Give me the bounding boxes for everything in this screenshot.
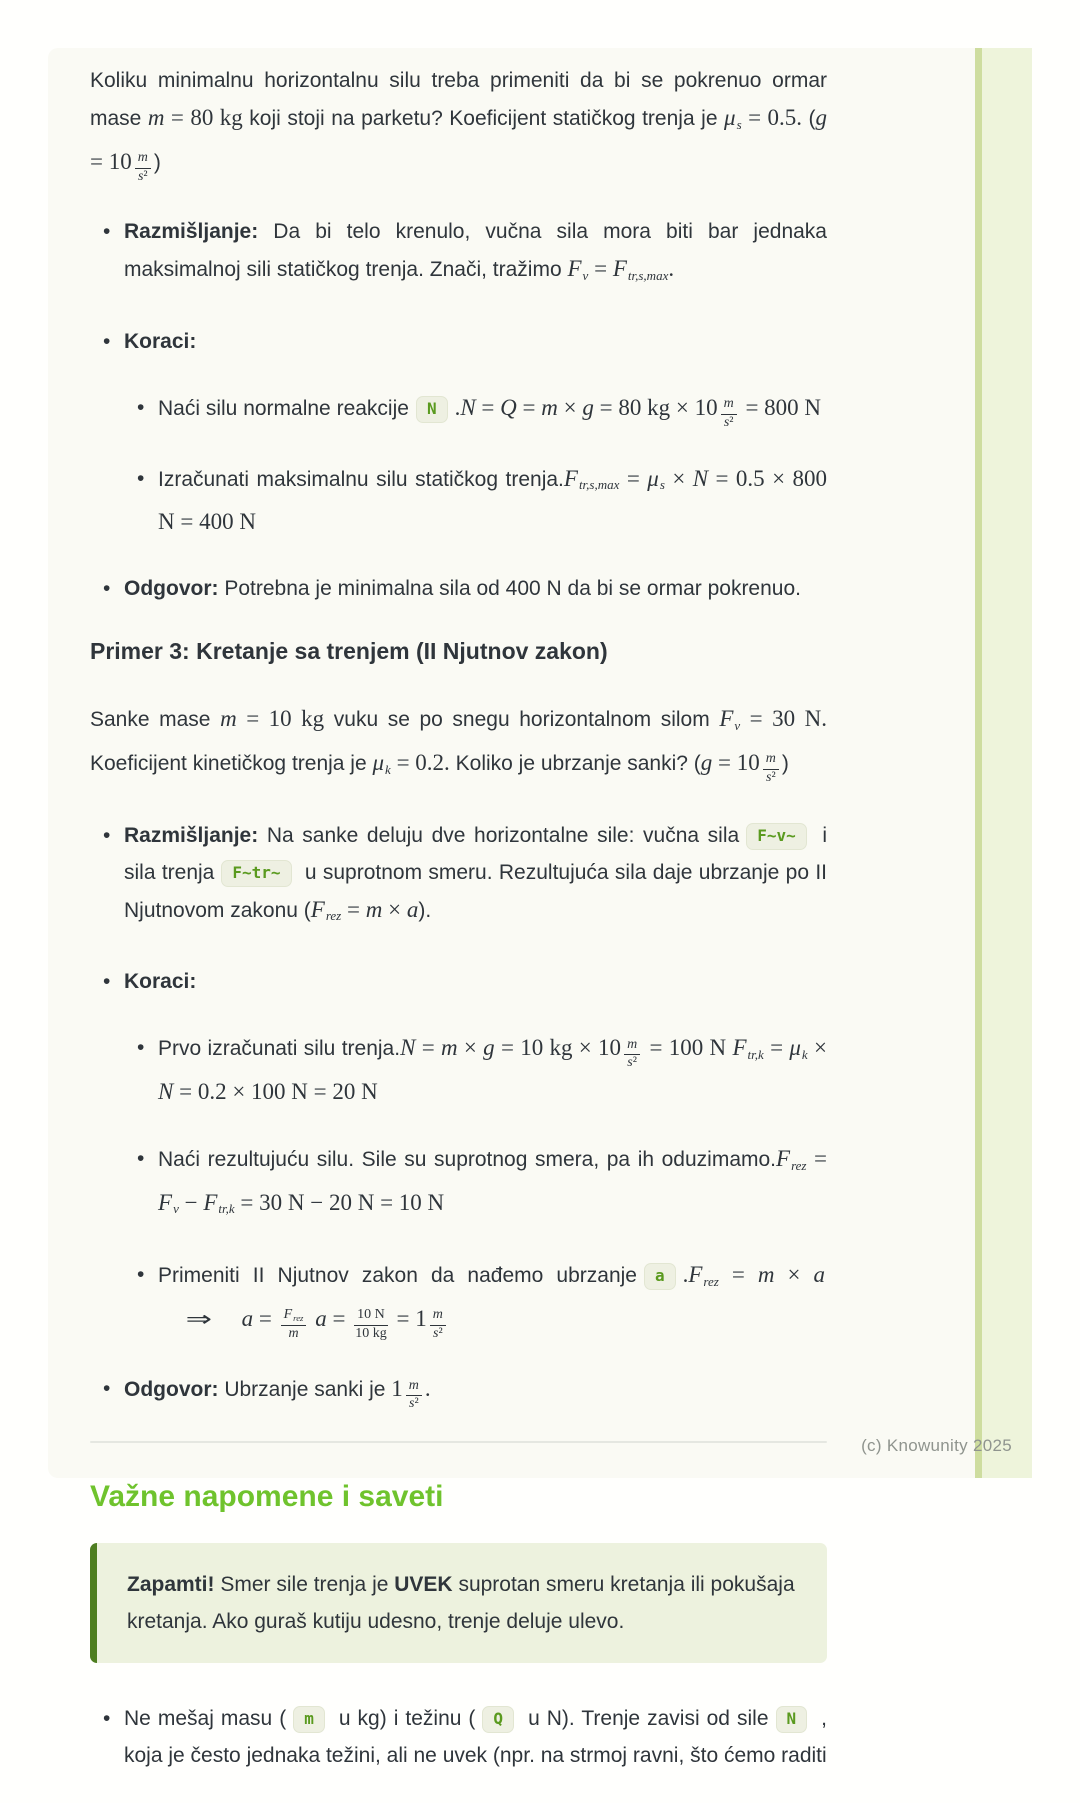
- math-number: = 10 kg: [236, 706, 325, 732]
- math-variable: s: [627, 1055, 633, 1071]
- example-heading: [90, 636, 827, 666]
- text-run: Koliko je ubrzanje sanki? (: [449, 751, 701, 775]
- math-variable: a: [315, 1305, 327, 1331]
- sub-bullet-normal-force: [90, 389, 827, 431]
- bold-text: Koraci:: [124, 329, 197, 353]
- text-run: u kg) i težinu (: [331, 1707, 476, 1731]
- math-subscript: tr,s,max: [627, 267, 669, 283]
- math-variable: m: [408, 1377, 419, 1393]
- text-run: Naći silu normalne reakcije: [158, 396, 409, 420]
- inline-code-badge: N: [776, 1706, 808, 1733]
- math-subscript: s: [659, 477, 665, 493]
- math-number: ×: [457, 1035, 484, 1061]
- math-variable: F: [203, 1189, 218, 1215]
- divider: [90, 1441, 827, 1443]
- math-number: ²: [729, 414, 734, 430]
- text-run: Potrebna je minimalna sila od 400 N da bi se ormar pokrenuo.: [218, 577, 801, 601]
- math-variable: F: [612, 256, 627, 282]
- math-variable: m: [765, 751, 776, 767]
- bullet-marker: •: [137, 1263, 145, 1287]
- fraction-denominator: [135, 169, 151, 185]
- math-number: = 30 N.: [740, 706, 827, 732]
- text-run: suprotan smeru kretanja ili pokušaja kretanja. Ako guraš kutiju udesno, trenje deluje ulevo.: [127, 1573, 795, 1634]
- math-variable: N: [400, 1035, 416, 1061]
- intro-paragraph: [90, 62, 827, 184]
- math-variable: F: [310, 896, 325, 922]
- math-subscript: rez: [293, 1312, 304, 1323]
- math-number: =: [619, 465, 648, 491]
- bullet-odgovor-2: [90, 1370, 827, 1412]
- math-variable: N: [158, 1078, 174, 1104]
- math-variable: μ: [372, 749, 385, 775]
- bullet-koraci-1: [90, 323, 827, 360]
- math-variable: m: [432, 1307, 443, 1323]
- bold-text: Razmišljanje:: [124, 220, 259, 244]
- text-run: ): [781, 751, 789, 775]
- bullet-marker: •: [103, 823, 111, 847]
- math-number: = 80 kg: [164, 105, 243, 130]
- bullet-marker: •: [137, 466, 145, 490]
- bullet-marker: •: [103, 1707, 111, 1731]
- document-page: [48, 48, 975, 1768]
- inline-code-badge: Q: [482, 1706, 514, 1733]
- math-number: = 1: [390, 1305, 427, 1331]
- math-fraction: [406, 1379, 422, 1412]
- math-number: ²: [771, 769, 776, 785]
- math-number: −: [178, 1189, 204, 1215]
- math-variable: g: [483, 1035, 495, 1061]
- math-variable: s: [766, 769, 772, 785]
- math-number: =: [415, 1035, 441, 1061]
- fraction-denominator: [430, 1326, 446, 1342]
- math-variable: m: [288, 1325, 299, 1341]
- bullet-razmisljanje-2: [90, 817, 827, 935]
- math-subscript: v: [582, 267, 589, 283]
- text-run: Koeficijent kinetičkog trenja je: [90, 751, 373, 775]
- math-variable: m: [220, 706, 237, 732]
- text-run: Ne mešaj masu (: [124, 1707, 287, 1731]
- math-number: = 10: [90, 148, 132, 174]
- bold-text: UVEK: [394, 1573, 453, 1597]
- fraction-denominator: [281, 1326, 307, 1342]
- math-variable: a: [813, 1262, 825, 1288]
- math-variable: g: [582, 394, 594, 420]
- bullet-marker: •: [103, 970, 111, 994]
- math-variable: F: [563, 465, 578, 491]
- math-number: = 0.5 × 800 N = 400 N: [158, 465, 827, 535]
- bullet-mass-weight-note: [90, 1700, 827, 1774]
- math-number: =: [253, 1305, 278, 1331]
- math-variable: F: [732, 1035, 747, 1061]
- fraction-numerator: [406, 1379, 422, 1397]
- math-subscript: rez: [791, 1157, 807, 1173]
- math-subscript: rez: [703, 1273, 719, 1289]
- math-number: =: [326, 1305, 352, 1331]
- math-number: = 10: [712, 749, 760, 775]
- math-subscript: tr,s,max: [578, 477, 620, 493]
- text-run: koji stoji na parketu? Koeficijent statičkog trenja je: [242, 107, 725, 130]
- bullet-text: [124, 1370, 827, 1412]
- math-fraction: [281, 1308, 307, 1341]
- text-run: Naći rezultujuću silu. Sile su suprotnog smera, pa ih oduzimamo.: [158, 1147, 777, 1171]
- text-run: Smer sile trenja je: [214, 1573, 395, 1597]
- math-number: 1: [391, 1376, 403, 1402]
- math-number: =: [516, 394, 542, 420]
- bold-text: Koraci:: [124, 970, 197, 994]
- math-number: = 0.2 × 100 N = 20 N: [173, 1078, 378, 1104]
- fraction-numerator: [763, 752, 779, 770]
- math-variable: m: [757, 1262, 775, 1288]
- fraction-denominator: [406, 1396, 422, 1412]
- inline-code-badge: m: [293, 1706, 325, 1733]
- bullet-text: [158, 460, 827, 542]
- math-subscript: s: [736, 116, 742, 132]
- bullet-marker: •: [137, 1036, 145, 1060]
- bullet-text: [124, 213, 827, 294]
- math-number: = 10 kg × 10: [494, 1035, 622, 1061]
- bullet-text: [158, 389, 827, 431]
- bullet-text: [158, 1140, 827, 1227]
- math-number: 10 kg: [355, 1325, 387, 1341]
- math-number: ×: [664, 465, 693, 491]
- math-variable: F: [158, 1189, 173, 1215]
- math-number: =: [475, 394, 501, 420]
- math-subscript: v: [734, 717, 741, 733]
- math-number: ×: [807, 1035, 827, 1061]
- inline-code-badge: N: [416, 396, 448, 423]
- document-content: [90, 62, 827, 1803]
- math-number: ²: [438, 1325, 443, 1341]
- bullet-text: [124, 570, 827, 607]
- math-fraction: [354, 1308, 388, 1341]
- bullet-marker: •: [103, 577, 111, 601]
- math-number: = 800 N: [739, 394, 822, 420]
- implies-arrow-icon: ⇒: [185, 1306, 213, 1331]
- math-number: =: [341, 896, 366, 922]
- math-variable: μ: [647, 465, 659, 491]
- math-variable: m: [723, 396, 734, 412]
- side-accent-panel: [982, 48, 1032, 1478]
- math-number: = 0.5.: [741, 105, 802, 130]
- bullet-razmisljanje-1: [90, 213, 827, 294]
- math-subscript: k: [801, 1046, 808, 1062]
- math-subscript: tr,k: [218, 1201, 235, 1217]
- math-variable: g: [700, 749, 713, 775]
- math-subscript: k: [385, 761, 391, 777]
- math-number: = 0.2.: [390, 749, 450, 775]
- bullet-text: [158, 1256, 827, 1341]
- math-variable: m: [137, 149, 148, 165]
- math-fraction: [763, 752, 779, 785]
- bold-text: Odgovor:: [124, 1378, 219, 1402]
- math-number: ×: [774, 1262, 814, 1288]
- math-variable: F: [567, 256, 582, 282]
- text-run: Važne napomene i saveti: [90, 1480, 444, 1514]
- math-number: ²: [632, 1055, 637, 1071]
- math-variable: m: [365, 896, 383, 922]
- math-number: ×: [382, 896, 407, 922]
- text-run: (: [801, 107, 816, 130]
- math-fraction: [721, 397, 737, 430]
- fraction-numerator: [721, 397, 737, 415]
- math-variable: a: [241, 1305, 254, 1331]
- bullet-text: [124, 323, 827, 360]
- fraction-numerator: [354, 1308, 388, 1326]
- bullet-marker: •: [103, 329, 111, 353]
- text-run: Primeniti II Njutnov zakon da nađemo ubrzanje: [158, 1264, 637, 1288]
- bullet-marker: •: [137, 1146, 145, 1170]
- math-number: = 30 N − 20 N = 10 N: [234, 1189, 445, 1215]
- fraction-numerator: [281, 1308, 307, 1326]
- sub-bullet-resultant-force: [90, 1140, 827, 1227]
- math-number: =: [718, 1262, 758, 1288]
- bullet-marker: •: [103, 1377, 111, 1401]
- fraction-numerator: [135, 151, 151, 169]
- math-number: = 100 N: [643, 1035, 733, 1061]
- example-paragraph: [90, 700, 827, 787]
- bullet-text: [124, 817, 827, 935]
- math-variable: m: [147, 105, 165, 130]
- inline-code-badge: F~v~: [746, 823, 807, 850]
- bullet-text: [124, 963, 827, 1000]
- callout-zapamti: [90, 1543, 827, 1663]
- sub-bullet-newton-law: [90, 1256, 827, 1341]
- text-run: u N). Trenje zavisi od sile: [521, 1707, 769, 1731]
- math-variable: s: [408, 1396, 415, 1412]
- math-variable: F: [719, 706, 734, 732]
- bullet-text: [158, 1029, 827, 1111]
- math-variable: F: [776, 1145, 791, 1171]
- math-number: 10 N: [357, 1307, 385, 1323]
- watermark: (c) Knowunity 2025: [861, 1436, 1012, 1455]
- math-fraction: [624, 1038, 640, 1071]
- math-number: = 80 kg × 10: [593, 394, 718, 420]
- bullet-marker: •: [103, 220, 111, 244]
- math-variable: s: [433, 1325, 439, 1341]
- math-number: ²: [414, 1396, 419, 1412]
- text-run: ).: [418, 898, 432, 922]
- math-subscript: tr,k: [747, 1046, 764, 1062]
- math-number: =: [763, 1035, 790, 1061]
- math-number: .: [454, 394, 461, 420]
- text-run: Primer 3: Kretanje sa trenjem (II Njutnov zakon): [90, 638, 608, 665]
- fraction-numerator: [430, 1308, 446, 1326]
- text-run: Sanke mase: [90, 708, 221, 732]
- math-variable: s: [723, 414, 730, 430]
- math-variable: N: [692, 465, 709, 491]
- fraction-denominator: [624, 1055, 640, 1071]
- text-run: Prvo izračunati silu trenja.: [158, 1037, 401, 1061]
- bullet-marker: •: [137, 395, 145, 419]
- math-subscript: v: [173, 1201, 179, 1217]
- text-run: Koliku minimalnu horizontalnu silu treba primeniti da bi se pokrenuo ormar mase: [90, 69, 827, 130]
- sub-bullet-static-friction: [90, 460, 827, 542]
- math-variable: μ: [724, 105, 736, 130]
- sub-bullet-friction-force: [90, 1029, 827, 1111]
- bold-text: Odgovor:: [124, 577, 219, 601]
- math-number: .: [682, 1262, 689, 1288]
- bullet-odgovor-1: [90, 570, 827, 607]
- math-variable: F: [688, 1262, 703, 1288]
- text-run: i sila trenja: [124, 823, 827, 884]
- math-variable: N: [460, 394, 476, 420]
- text-run: , koja je često jednaka težini, ali ne uvek (npr. na strmoj ravni, što ćemo raditi: [124, 1707, 827, 1768]
- fraction-denominator: [763, 770, 779, 786]
- bullet-koraci-2: [90, 963, 827, 1000]
- math-number: =: [588, 256, 613, 282]
- inline-code-badge: F~tr~: [221, 860, 291, 887]
- text-run: ): [153, 150, 161, 174]
- math-subscript: rez: [325, 908, 342, 924]
- math-variable: m: [440, 1035, 458, 1061]
- fraction-numerator: [624, 1038, 640, 1056]
- bold-text: Razmišljanje:: [124, 823, 259, 847]
- math-variable: m: [627, 1036, 638, 1052]
- bullet-text: [124, 1700, 827, 1774]
- fraction-denominator: [721, 415, 737, 431]
- math-variable: a: [406, 896, 419, 922]
- fraction-denominator: [354, 1326, 388, 1342]
- text-run: Ubrzanje sanki je: [218, 1378, 392, 1402]
- math-number: ×: [557, 394, 583, 420]
- math-fraction: [135, 151, 151, 184]
- math-variable: m: [541, 394, 558, 420]
- text-run: Da bi telo krenulo, vučna sila mora biti bar jednaka maksimalnoj sili statičkog trenja. Znači, tražimo: [124, 220, 827, 282]
- math-number: .: [668, 256, 675, 282]
- math-variable: g: [815, 105, 827, 130]
- text-run: u suprotnom smeru. Rezultujuća sila daje ubrzanje po II Njutnovom zakonu (: [124, 860, 827, 922]
- math-number: =: [806, 1145, 827, 1171]
- math-fraction: [430, 1308, 446, 1341]
- text-run: Izračunati maksimalnu silu statičkog trenja.: [158, 467, 564, 491]
- math-variable: s: [137, 168, 144, 184]
- text-run: Na sanke deluju dve horizontalne sile: vučna sila: [258, 823, 740, 847]
- math-variable: μ: [789, 1035, 801, 1061]
- inline-code-badge: a: [644, 1263, 676, 1290]
- math-variable: Q: [500, 394, 517, 420]
- math-variable: F: [283, 1307, 293, 1323]
- math-number: ²: [143, 168, 148, 184]
- math-number: .: [424, 1376, 431, 1402]
- text-run: vuku se po snegu horizontalnom silom: [324, 708, 720, 732]
- bold-text: Zapamti!: [127, 1573, 215, 1597]
- section-heading-notes: [90, 1479, 827, 1515]
- next-page-edge-line: [975, 48, 982, 1478]
